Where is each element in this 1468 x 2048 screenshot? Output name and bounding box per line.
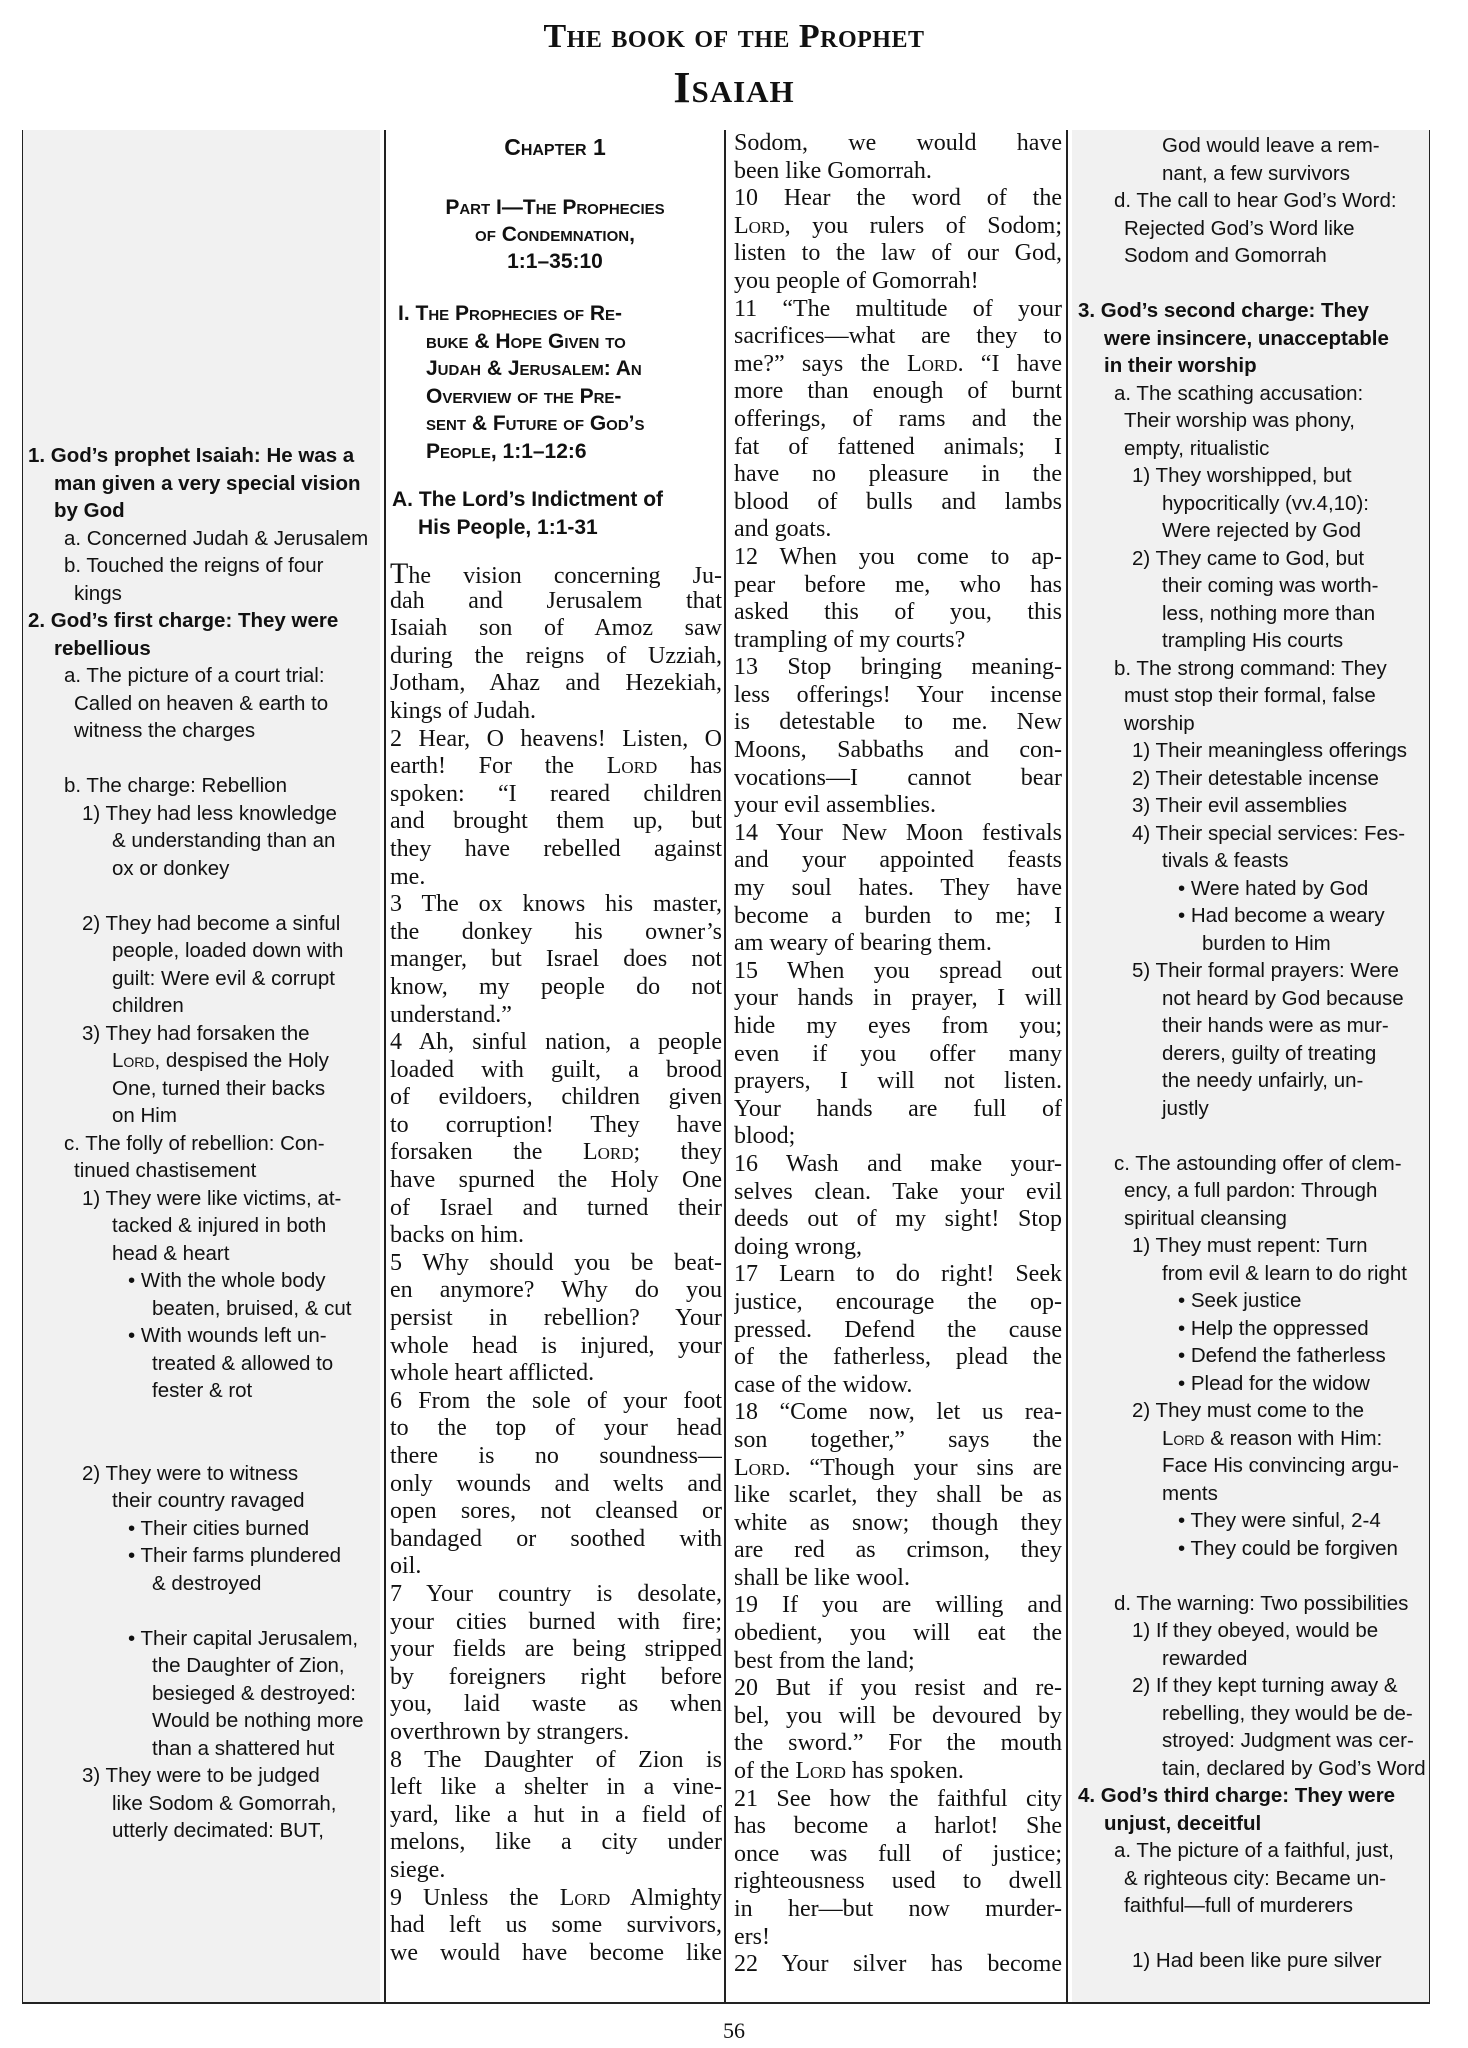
scripture-line: only wounds and welts and (390, 1470, 722, 1497)
scripture-line: Your hands are full of (734, 1095, 1062, 1122)
scripture-line: overthrown by strangers. (390, 1718, 630, 1745)
outline-line: • Plead for the widow (1178, 1371, 1370, 1395)
scripture-line: shall be like wool. (734, 1564, 910, 1591)
scripture-line: deeds out of my sight! Stop (734, 1206, 1062, 1233)
outline-line: not heard by God because (1162, 986, 1404, 1010)
scripture-line: 5 Why should you be beat- (390, 1249, 722, 1276)
scripture-line: pear before me, who has (734, 571, 1062, 598)
scripture-line: justice, encourage the op- (734, 1288, 1062, 1315)
scripture-line: loaded with guilt, a brood (390, 1056, 722, 1083)
page-frame (22, 130, 1430, 2004)
scripture-line: 10 Hear the word of the (734, 185, 1062, 212)
heading-line: Overview of the Pre- (426, 384, 622, 408)
outline-line: nant, a few survivors (1162, 161, 1350, 185)
scripture-line: the sword.” For the mouth (734, 1730, 1062, 1757)
outline-line: Rejected God’s Word like (1124, 216, 1355, 240)
scripture-line: Jotham, Ahaz and Hezekiah, (390, 670, 722, 697)
outline-line: 1) If they obeyed, would be (1132, 1619, 1379, 1642)
outline-line: utterly decimated: BUT, (112, 1819, 324, 1842)
outline-line: & destroyed (152, 1571, 262, 1595)
outline-line: 1) Had been like pure silver (1132, 1949, 1382, 1972)
outline-line: rebelling, they would be de- (1162, 1701, 1413, 1725)
outline-line: their coming was worth- (1162, 574, 1379, 597)
outline-line: tinued chastisement (74, 1159, 257, 1182)
outline-line: 2) They must come to the (1132, 1399, 1365, 1422)
outline-line: 1) They had less knowledge (82, 801, 337, 825)
scripture-line: and goats. (734, 516, 832, 543)
outline-line: witness the charges (74, 719, 256, 742)
scripture-line: my soul hates. They have (734, 875, 1062, 902)
scripture-line: obedient, you will eat the (734, 1620, 1062, 1647)
scripture-line: in her—but now murder- (734, 1896, 1062, 1922)
scripture-line: 21 See how the faithful city (734, 1785, 1062, 1812)
chapter-title: Chapter 1 (504, 134, 606, 160)
scripture-line: asked this of you, this (734, 599, 1062, 626)
scripture-line: of evildoers, children given (390, 1084, 722, 1111)
scripture-line: case of the widow. (734, 1371, 913, 1398)
scripture-line: become a burden to me; I (734, 902, 1062, 929)
outline-line: like Sodom & Gomorrah, (112, 1791, 337, 1815)
outline-line: c. The folly of rebellion: Con- (64, 1131, 325, 1155)
scripture-line: is detestable to me. New (734, 709, 1062, 736)
outline-line: on Him (112, 1104, 177, 1127)
outline-line: • Seek justice (1178, 1289, 1302, 1312)
outline-line: burden to Him (1202, 931, 1331, 955)
scripture-line: has become a harlot! She (734, 1813, 1062, 1840)
scripture-line: ers! (734, 1923, 770, 1950)
outline-line: tain, declared by God’s Word (1162, 1756, 1426, 1780)
scripture-line: offerings, of rams and the (734, 405, 1062, 432)
outline-line: stroyed: Judgment was cer- (1162, 1729, 1414, 1752)
scripture-line: 19 If you are willing and (734, 1592, 1062, 1619)
scripture-line: blood; (734, 1123, 796, 1150)
scripture-line: Lord, you rulers of Sodom; (734, 212, 1062, 239)
scripture-line: and brought them up, but (390, 808, 722, 835)
scripture-line: righteousness used to dwell (734, 1868, 1062, 1895)
outline-line: Would be nothing more (152, 1709, 364, 1732)
scripture-line: been like Gomorrah. (734, 157, 932, 184)
scripture-line: trampling of my courts? (734, 626, 966, 653)
outline-line: & righteous city: Became un- (1124, 1866, 1387, 1890)
outline-line: 2) They came to God, but (1132, 546, 1365, 570)
outline-line: fester & rot (152, 1379, 253, 1402)
outline-line: 1. God’s prophet Isaiah: He was a (28, 444, 355, 467)
scripture-line: by foreigners right before (390, 1663, 722, 1690)
outline-line: children (112, 994, 184, 1017)
outline-line: 3) They were to be judged (82, 1764, 320, 1787)
scripture-line: 18 “Come now, let us rea- (734, 1399, 1062, 1426)
scripture-line: 7 Your country is desolate, (390, 1580, 722, 1607)
outline-line: spiritual cleansing (1124, 1206, 1287, 1230)
outline-line: were insincere, unacceptable (1104, 326, 1389, 350)
outline-line: rewarded (1162, 1646, 1248, 1670)
outline-line: 4) Their special services: Fes- (1132, 821, 1406, 845)
outline-line: rebellious (54, 636, 151, 660)
outline-line: • Help the oppressed (1178, 1316, 1369, 1340)
heading-line: sent & Future of God’s (426, 412, 645, 435)
outline-line: hypocritically (vv.4,10): (1162, 491, 1369, 515)
outline-line: less, nothing more than (1162, 601, 1376, 625)
scripture-line: am weary of bearing them. (734, 930, 992, 957)
outline-line: treated & allowed to (152, 1351, 334, 1375)
scripture-line: en anymore? Why do you (390, 1277, 722, 1304)
scripture-line: of Israel and turned their (390, 1194, 722, 1221)
page-number: 56 (723, 2018, 745, 2043)
scripture-line: 4 Ah, sinful nation, a people (390, 1029, 722, 1056)
scripture-line: 12 When you come to ap- (734, 543, 1062, 570)
scripture-line: are red as crimson, they (734, 1537, 1062, 1564)
outline-line: 1) Their meaningless offerings (1132, 739, 1407, 762)
outline-line: worship (1124, 711, 1195, 735)
scripture-line: 16 Wash and make your- (734, 1150, 1062, 1177)
scripture-line: your evil assemblies. (734, 792, 936, 819)
heading-line: of Condemnation, (475, 223, 635, 246)
scripture-line: pressed. Defend the cause (734, 1316, 1062, 1343)
scripture-line: 6 From the sole of your foot (390, 1387, 722, 1414)
outline-line: 1) They must repent: Turn (1132, 1234, 1368, 1257)
outline-line: God would leave a rem- (1162, 134, 1380, 157)
outline-line: unjust, deceitful (1104, 1811, 1262, 1835)
heading-line: buke & Hope Given to (426, 329, 626, 353)
scripture-line: 11 “The multitude of your (734, 295, 1062, 322)
outline-line: d. The warning: Two possibilities (1114, 1591, 1409, 1615)
scripture-line: they have rebelled against (390, 835, 722, 862)
scripture-line: the donkey his owner’s (390, 918, 722, 945)
outline-line: • They could be forgiven (1178, 1536, 1398, 1560)
heading-line: People, 1:1–12:6 (426, 439, 587, 463)
scripture-line: you people of Gomorrah! (734, 267, 979, 294)
outline-line: c. The astounding offer of clem- (1114, 1151, 1402, 1175)
scripture-line: selves clean. Take your evil (734, 1178, 1062, 1205)
outline-line: • Were hated by God (1178, 876, 1369, 900)
scripture-line: listen to the law of our God, (734, 240, 1062, 267)
scripture-line: siege. (390, 1856, 446, 1883)
outline-line: • Had become a weary (1178, 904, 1385, 927)
outline-line: Sodom and Gomorrah (1124, 244, 1327, 267)
scripture-line: best from the land; (734, 1647, 915, 1674)
scripture-line: 17 Learn to do right! Seek (734, 1261, 1062, 1288)
scripture-line: kings of Judah. (390, 697, 536, 724)
outline-line: trampling His courts (1162, 629, 1344, 652)
scripture-line: have spurned the Holy One (390, 1167, 722, 1194)
outline-line: by God (54, 499, 125, 522)
outline-line: besieged & destroyed: (152, 1681, 356, 1705)
outline-line: Lord & reason with Him: (1162, 1426, 1383, 1450)
outline-line: • Their capital Jerusalem, (128, 1626, 359, 1650)
scripture-line: backs on him. (390, 1222, 524, 1249)
scripture-line: 20 But if you resist and re- (734, 1675, 1062, 1702)
outline-line: their hands were as mur- (1162, 1014, 1389, 1037)
scripture-line: white as snow; though they (734, 1509, 1062, 1536)
scripture-line: whole heart afflicted. (390, 1360, 595, 1387)
scripture-line: oil. (390, 1553, 422, 1580)
outline-line: Face His convincing argu- (1162, 1454, 1399, 1477)
scripture-line: forsaken the Lord; they (390, 1139, 722, 1166)
outline-line: the Daughter of Zion, (152, 1654, 345, 1677)
outline-line: ments (1162, 1481, 1218, 1505)
scripture-line: melons, like a city under (390, 1829, 722, 1856)
scripture-line: hide my eyes from you; (734, 1013, 1062, 1039)
outline-line: 2. God’s first charge: They were (28, 609, 339, 632)
scripture-line: 3 The ox knows his master, (390, 891, 722, 918)
page-header-top: The book of the Prophet (543, 18, 925, 55)
outline-line: their country ravaged (112, 1489, 305, 1512)
scripture-line: of the Lord has spoken. (734, 1758, 964, 1785)
scripture-line: 22 Your silver has become (734, 1951, 1062, 1978)
outline-line: & understanding than an (112, 829, 336, 852)
outline-line: derers, guilty of treating (1162, 1041, 1377, 1065)
heading-line: Judah & Jerusalem: An (426, 357, 642, 380)
outline-line: • Defend the fatherless (1178, 1344, 1386, 1367)
scripture-line: 2 Hear, O heavens! Listen, O (390, 725, 722, 752)
scripture-line: to corruption! They have (390, 1111, 722, 1138)
heading-line: Part I—The Prophecies (445, 196, 665, 219)
outline-line: faithful—full of murderers (1124, 1894, 1354, 1917)
scripture-line: bel, you will be devoured by (734, 1702, 1062, 1729)
outline-line: than a shattered hut (152, 1736, 335, 1760)
scripture-line: 14 Your New Moon festivals (734, 819, 1062, 846)
scripture-line: manger, but Israel does not (390, 946, 722, 973)
outline-line: 2) They had become a sinful (82, 911, 341, 935)
scripture-line: 15 When you spread out (734, 957, 1062, 984)
outline-line: Called on heaven & earth to (74, 691, 329, 715)
outline-line: 3. God’s second charge: They (1078, 299, 1369, 322)
scripture-line: of the fatherless, plead the (734, 1344, 1062, 1371)
outline-line: a. The picture of a faithful, just, (1114, 1839, 1394, 1862)
scripture-line: persist in rebellion? Your (390, 1305, 722, 1332)
scripture-line: spoken: “I reared children (390, 780, 722, 807)
outline-line: • Their cities burned (128, 1516, 310, 1540)
outline-line: Their worship was phony, (1124, 409, 1355, 432)
scripture-line: 8 The Daughter of Zion is (390, 1746, 722, 1773)
scripture-line: yard, like a hut in a field of (390, 1801, 722, 1828)
outline-line: beaten, bruised, & cut (152, 1296, 352, 1320)
scripture-line: your hands in prayer, I will (734, 985, 1062, 1012)
scripture-line: understand.” (390, 1001, 512, 1028)
scripture-line: know, my people do not (390, 973, 722, 1000)
scripture-line: doing wrong, (734, 1233, 862, 1260)
outline-line: guilt: Were evil & corrupt (112, 966, 335, 990)
scripture-line: 9 Unless the Lord Almighty (390, 1884, 722, 1911)
outline-line: • They were sinful, 2-4 (1178, 1509, 1381, 1532)
scripture-line: there is no soundness— (390, 1443, 722, 1469)
outline-line: empty, ritualistic (1124, 436, 1270, 460)
scripture-line: open sores, not cleansed or (390, 1498, 722, 1525)
outline-line: people, loaded down with (112, 939, 344, 962)
scripture-line: whole head is injured, your (390, 1332, 722, 1359)
outline-line: tacked & injured in both (112, 1214, 327, 1237)
scripture-line: blood of bulls and lambs (734, 488, 1062, 515)
heading-line: A. The Lord’s Indictment of (392, 488, 664, 511)
outline-line: must stop their formal, false (1124, 684, 1376, 707)
outline-line: a. Concerned Judah & Jerusalem (64, 526, 369, 550)
scripture-line: bandaged or soothed with (390, 1525, 722, 1552)
scripture-line: more than enough of burnt (734, 378, 1062, 405)
outline-line: a. The picture of a court trial: (64, 664, 325, 687)
scripture-line: dah and Jerusalem that (390, 587, 722, 614)
scripture-line: and your appointed feasts (734, 847, 1062, 874)
scripture-line: like scarlet, they shall be as (734, 1482, 1062, 1509)
scripture-line: to the top of your head (390, 1415, 722, 1442)
scripture-line: The vision concerning Ju- (390, 560, 722, 588)
outline-line: in their worship (1104, 354, 1257, 377)
heading-line: I. The Prophecies of Re- (398, 302, 623, 325)
scripture-line: me. (390, 863, 426, 890)
outline-line: 1) They were like victims, at- (82, 1186, 342, 1210)
scripture-line: Sodom, we would have (734, 130, 1062, 156)
outline-line: 1) They worshipped, but (1132, 464, 1352, 487)
scripture-line: earth! For the Lord has (390, 753, 722, 780)
outline-line: Were rejected by God (1162, 519, 1362, 542)
scripture-line: Lord. “Though your sins are (734, 1454, 1062, 1481)
outline-line: Lord, despised the Holy (112, 1049, 329, 1072)
outline-line: justly (1162, 1096, 1209, 1120)
outline-line: 3) They had forsaken the (82, 1021, 310, 1045)
outline-line: tivals & feasts (1162, 849, 1289, 872)
outline-line: b. Touched the reigns of four (64, 554, 324, 577)
scripture-line: son together,” says the (734, 1426, 1062, 1453)
scripture-line: Isaiah son of Amoz saw (390, 615, 722, 642)
scripture-line: had left us some survivors, (390, 1912, 722, 1939)
outline-line: kings (74, 581, 122, 605)
scripture-line: fat of fattened animals; I (734, 433, 1062, 460)
outline-line: 4. God’s third charge: They were (1078, 1784, 1396, 1807)
scripture-line: even if you offer many (734, 1040, 1062, 1067)
scripture-line: less offerings! Your incense (734, 681, 1062, 708)
scripture-line: once was full of justice; (734, 1840, 1062, 1867)
outline-line: • Their farms plundered (128, 1544, 342, 1567)
scripture-line: we would have become like (390, 1939, 722, 1966)
page-header-book-title: Isaiah (673, 63, 795, 112)
outline-line: b. The strong command: They (1114, 656, 1387, 680)
scripture-line: Moons, Sabbaths and con- (734, 737, 1062, 764)
scripture-line: prayers, I will not listen. (734, 1068, 1062, 1095)
scripture-line: sacrifices—what are they to (734, 323, 1062, 350)
outline-line: • With the whole body (128, 1269, 326, 1292)
heading-line: 1:1–35:10 (507, 250, 603, 273)
outline-line: One, turned their backs (112, 1076, 326, 1100)
scripture-line: left like a shelter in a vine- (390, 1774, 722, 1801)
outline-line: b. The charge: Rebellion (64, 774, 287, 797)
outline-line: 2) They were to witness (82, 1461, 299, 1485)
outline-line: ency, a full pardon: Through (1124, 1179, 1378, 1202)
outline-line: d. The call to hear God’s Word: (1114, 189, 1397, 212)
outline-line: man given a very special vision (54, 471, 361, 495)
scripture-line: your fields are being stripped (390, 1636, 722, 1663)
outline-line: a. The scathing accusation: (1114, 381, 1364, 405)
outline-line: ox or donkey (112, 856, 230, 880)
scripture-line: during the reigns of Uzziah, (390, 642, 722, 669)
outline-line: 2) Their detestable incense (1132, 766, 1379, 790)
outline-line: the needy unfairly, un- (1162, 1069, 1364, 1092)
scripture-line: have no pleasure in the (734, 461, 1062, 488)
outline-line: 2) If they kept turning away & (1132, 1674, 1398, 1697)
outline-line: head & heart (112, 1241, 230, 1265)
scripture-line: your cities burned with fire; (390, 1608, 722, 1635)
outline-line: 3) Their evil assemblies (1132, 794, 1347, 817)
scripture-line: you, laid waste as when (390, 1691, 722, 1718)
scripture-line: vocations—I cannot bear (734, 764, 1062, 791)
outline-line: from evil & learn to do right (1162, 1261, 1407, 1285)
bottom-rule (22, 2002, 1430, 2004)
scripture-line: me?” says the Lord. “I have (734, 350, 1062, 377)
scripture-line: 13 Stop bringing meaning- (734, 654, 1062, 681)
heading-line: His People, 1:1-31 (418, 515, 598, 539)
outline-line: • With wounds left un- (128, 1324, 327, 1347)
outline-line: 5) Their formal prayers: Were (1132, 959, 1399, 982)
